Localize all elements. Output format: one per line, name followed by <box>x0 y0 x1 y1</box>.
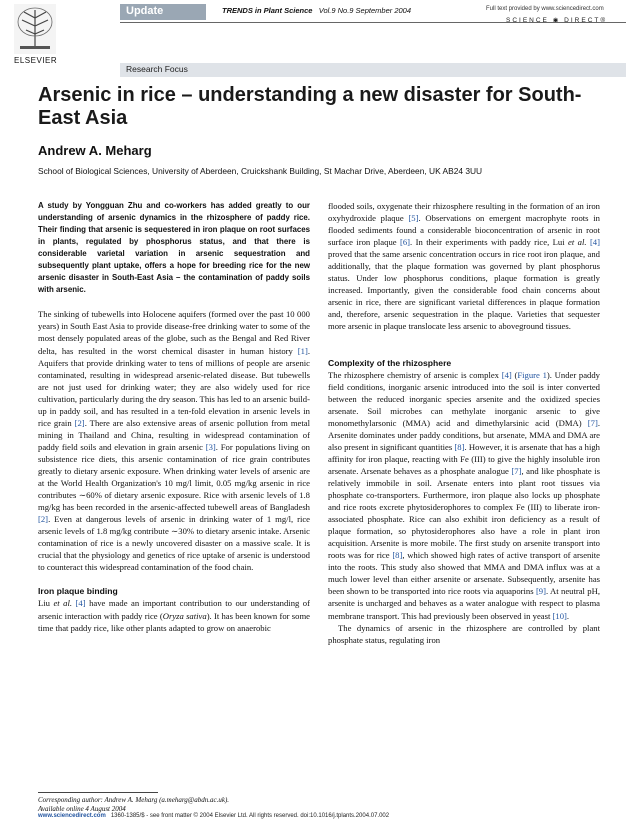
citation-link[interactable]: [1] <box>297 345 308 356</box>
volume-issue: Vol.9 No.9 September 2004 <box>318 6 412 15</box>
journal-line <box>222 6 411 15</box>
figure-link[interactable]: Figure 1 <box>517 369 547 380</box>
phosphate-paragraph: The dynamics of arsenic in the rhizosphere are controlled by plant phosphate status, regulating iron <box>328 622 600 645</box>
article-title: Arsenic in rice – understanding a new disaster for South-East Asia <box>38 84 582 129</box>
sciencedirect-logo: SCIENCE ◉ DIRECT® <box>506 17 608 24</box>
fulltext-notice[interactable]: Full text provided by www.sciencedirect.com <box>486 6 604 12</box>
citation-link[interactable]: [5] <box>408 213 419 224</box>
elsevier-logo <box>14 4 102 68</box>
publisher-name: ELSEVIER <box>14 56 58 65</box>
citation-link[interactable]: [8] <box>454 441 465 452</box>
citation-link[interactable]: [7] <box>511 465 522 476</box>
online-date: Available online 4 August 2004 <box>38 805 126 813</box>
citation-link[interactable]: [10] <box>552 610 567 621</box>
page-footer <box>38 813 626 819</box>
citation-link[interactable]: [8] <box>392 550 403 561</box>
elsevier-tree-icon <box>14 4 56 54</box>
abstract: A study by Yongguan Zhu and co-workers has added greatly to our understanding of arsenic dynamics in the rhizosphere of paddy rice. Their finding that arsenic is sequestered in iron plaque on root surfaces in plants, regulated by phosphorus status, and that there is considerable varietal variation in arsenic sequestration and subsequently plant uptake, offers a hope for breeding rice for the new arsenic disaster in South-East Asia – the contamination of paddy soils with arsenic. <box>38 201 310 295</box>
affiliation: School of Biological Sciences, University of Aberdeen, Cruickshank Building, St Machar Drive, Aberdeen, UK AB24 3UU <box>38 166 483 176</box>
iron-plaque-paragraph: Liu et al. [4] have made an important contribution to our understanding of arsenic interaction with paddy rice (Oryza sativa). It has been known for some time that paddy rice, like other plants adapted to grow on anaerobic <box>38 598 310 633</box>
footnote-divider <box>38 792 158 793</box>
spacer <box>328 345 600 357</box>
citation-link[interactable]: [2] <box>38 514 49 525</box>
footer-url[interactable]: www.sciencedirect.com <box>38 813 106 819</box>
section-heading-rhizosphere: Complexity of the rhizosphere <box>328 357 452 368</box>
intro-paragraph: The sinking of tubewells into Holocene aquifers (formed over the past 10 000 years) in South East Asia to provide disease-free drinking water to some of the most densely populated areas of the globe, such as the Bengal and Red River delta, has resulted in the worst chemical disaster in human history [1]. Aquifers that provide drinking water to tens of millions of people are arsenic contaminated, resulting in widespread arsenic-related disease. But tubewells are not just used for drinking water; they are also widely used for rice cultivation, particularly during the dry season. This has led to an arsenic build-up in paddy soil, and has resulted in a ten-fold elevation in arsenic levels in rice grain [2]. There are also extensive areas of arsenic pollution from metal mining in Thailand and China, resulting in widespread contamination of paddy field soils and elevation in grain arsenic [3]. For populations living on subsistence rice diets, this arsenic contamination of rice grain contributes greatly to dietary arsenic exposure. When drinking water levels of arsenic are at the World Health Organization's 10 mg/l limit, 0.05 mg/kg arsenic in rice contributes ∼60% of dietary arsenic exposure. Rice with arsenic levels of 1.8 mg/kg has been recorded in the arsenic-affected tubewell areas of Bangladesh [2]. Even at dangerous levels of arsenic in drinking water of 1 mg/l, rice arsenic levels of 1.8 mg/kg contribute ∼30% to dietary arsenic intake. Arsenic contamination of rice is a newly uncovered disaster on a massive scale. It is crucial that the physiology and genetics of rice uptake of arsenic is understood to counteract this widespread contamination of the food chain. <box>38 309 310 573</box>
journal-name: TRENDS in Plant Science <box>222 6 313 15</box>
category-band <box>120 63 626 77</box>
citation-link[interactable]: [2] <box>74 417 85 428</box>
section-heading-iron-plaque: Iron plaque binding <box>38 586 118 597</box>
citation-link[interactable]: [9] <box>535 586 546 597</box>
corresponding-label: Corresponding author: <box>38 796 103 804</box>
left-column <box>38 200 310 634</box>
citation-link[interactable]: [4] <box>501 369 512 380</box>
citation-link[interactable]: [3] <box>205 441 216 452</box>
section-badge <box>120 4 206 20</box>
section-badge-label: Update <box>126 5 164 17</box>
corresponding-author: Andrew A. Meharg (a.meharg@abdn.ac.uk). <box>102 796 230 804</box>
right-column <box>328 200 600 646</box>
header-divider <box>120 22 626 23</box>
author-name: Andrew A. Meharg <box>38 143 152 158</box>
citation-link[interactable]: [7] <box>587 417 598 428</box>
footnote <box>38 796 310 814</box>
category-label: Research Focus <box>126 64 188 74</box>
iron-plaque-continued-paragraph: flooded soils, oxygenate their rhizosphere resulting in the formation of an iron oxyhydroxide plaque [5]. Observations on emergent macrophyte roots in flooded sediments found a considerable bioconcentration of arsenic in root surface iron plaque [6]. In their experiments with paddy rice, Lui et al. [4] proved that the same arsenic concentration occurs in rice root iron plaque, and additionally, that the plaque formation was governed by plant phosphorus status. Under low phosphorus conditions, plaque formation is greatly increased. Importantly, given the considerable food chain concerns about arsenic in rice, there are significant varietal differences in plaque formation and, therefore, arsenic sequestration in the plaque. Varieties that sequester more arsenic in plaque translocate less arsenic to aboveground tissues. <box>328 201 600 332</box>
footer-copyright: 1360-1385/$ - see front matter © 2004 Elsevier Ltd. All rights reserved. doi:10.1016/j.tplants.2004.07.002 <box>110 813 390 819</box>
rhizosphere-paragraph: The rhizosphere chemistry of arsenic is complex [4] (Figure 1). Under paddy field conditions, inorganic arsenic introduced into the soil is inter converted between the reduced inorganic species arsenite and the oxidized species arsenate. Soil microbes can methylate inorganic arsenic to give monomethylarsonic (MMA) acid and dimethylarsinic acid (DMA) [7]. Arsenite dominates under paddy conditions, but arsenate, MMA and DMA are also present in significant quantities [8]. However, it is arsenate that has a high affinity for iron plaque, reacting with Fe (III) to give the highly insoluble iron arsenate. Arsenate behaves as a phosphate analogue [7], and like phosphate is relatively immobile in soil. Arsenate enters into plant root tissues via phosphate co-transporters. Furthermore, iron plaque also locks up phosphate and rice roots excrete phytosiderophores to complex Fe (III) to liberate iron-associated phosphate. Rice can also exhibit iron deficiency as a result of plaque formation, so phytosiderophores also have a role in plant iron acquisition. Arsenite is more mobile. The first study on arsenite transport into roots was for rice [8], which showed high rates of active transport of arsenite into the roots. This study also showed that MMA and DMA influx was at a much lower level than either arsenite or arsenate. Subsequently, arsenite has been shown to be transported into rice roots via aquaporins [9]. At neutral pH, arsenite is uncharged and behaves as a water analogue with respect to plasma membrane transport. This had previously been observed in yeast [10]. <box>328 369 600 621</box>
citation-link[interactable]: [4] <box>589 237 600 248</box>
citation-link[interactable]: [4] <box>75 598 86 609</box>
citation-link[interactable]: [6] <box>399 237 411 248</box>
